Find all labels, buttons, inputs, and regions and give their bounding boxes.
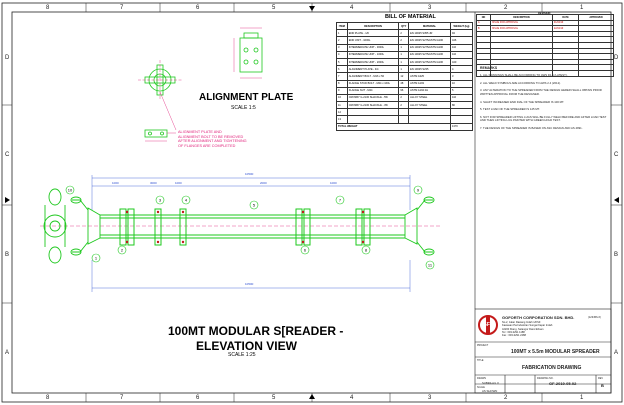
balloon: [250, 201, 258, 209]
bom-cell: INTERMEDIATE UNIT - 1000L: [347, 51, 399, 58]
bom-total-value: 1370: [450, 123, 472, 130]
bom-cell: FLANGE NUT - M24: [347, 87, 399, 94]
ruler-row-right: B: [614, 252, 619, 258]
bom-header-cell: DESCRIPTION: [347, 23, 399, 30]
ruler-col-top: 2: [504, 5, 508, 11]
address-line: Tel : 603-3291 1188: [502, 331, 525, 335]
ruler-row-right: A: [614, 350, 619, 356]
ruler-col-bottom: 4: [350, 395, 354, 401]
bom-cell: [399, 109, 409, 116]
ruler-col-top: 4: [350, 5, 354, 11]
revision-header-cell: NO: [477, 15, 491, 21]
bom-cell: 1: [399, 51, 409, 58]
revision-header-cell: DESCRIPTION: [491, 15, 553, 21]
bom-cell: 80: [450, 102, 472, 109]
bom-cell: 1: [399, 44, 409, 51]
elevation-title-line1: 100MT MODULAR S[READER -: [168, 324, 344, 338]
balloon: [156, 196, 164, 204]
alignment-note-line: OF FLANGES ARE COMPLETED: [178, 144, 236, 149]
project-name: 100MT x 5.5m MODULAR SPREADER: [511, 349, 600, 355]
balloon-number: 9: [416, 187, 420, 193]
rev-value: B: [601, 383, 604, 388]
bom-cell: 11: [337, 102, 348, 109]
bom-cell: 48: [399, 80, 409, 87]
bom-cell: 440: [450, 58, 472, 65]
alignment-plate-side-view: [240, 33, 262, 72]
balloon: [362, 246, 370, 254]
alignment-center-lines: [138, 60, 182, 100]
bom-total-label: TOTAL WEIGHT: [337, 123, 451, 130]
bom-row: [337, 73, 473, 80]
ruler-row-left: A: [5, 350, 10, 356]
revision-header-cell: DATE: [552, 15, 578, 21]
bom-cell: 110: [450, 51, 472, 58]
ruler-col-top: 7: [120, 5, 124, 11]
balloon: [414, 186, 422, 194]
alignment-plate-scale: SCALE 1:5: [231, 105, 256, 111]
bom-cell: 96: [399, 87, 409, 94]
bom-cell: 9: [337, 87, 348, 94]
balloon: [301, 246, 309, 254]
balloon: [182, 196, 190, 204]
revision-label: REVISION: [538, 12, 551, 15]
bom-row: [337, 30, 473, 37]
bom-row: [337, 116, 473, 123]
address-line: Kawasan Perindustrian Sungai Kapar Indah: [502, 324, 553, 328]
bom-cell: ASTM A193: [409, 80, 451, 87]
revision-cell: ISSUE FOR APPROVAL: [491, 26, 553, 32]
elevation-scale: SCALE 1:25: [228, 352, 256, 358]
bom-cell: 2: [399, 102, 409, 109]
bom-cell: 1: [399, 58, 409, 65]
drawn-label: DRAWN: [477, 377, 486, 380]
project-label: PROJECT: [477, 344, 489, 347]
bom-cell: EN 10025 S235: [409, 66, 451, 73]
bom-cell: [347, 109, 399, 116]
balloon: [66, 186, 74, 194]
bom-cell: [347, 116, 399, 123]
bom-cell: END PLATE - 1/6: [347, 30, 399, 37]
address-line: No.2, Jalan Rawang Indah 1/KS9: [502, 321, 541, 324]
ruler-row-left: B: [5, 252, 10, 258]
alignment-note-line: ALIGNMENT BOLT TO BE REMOVED: [178, 134, 244, 139]
company-reg: (123456-X): [588, 316, 601, 319]
ruler-col-bottom: 7: [120, 395, 124, 401]
bom-header-cell: ITEM: [337, 23, 348, 30]
bom-cell: 7: [337, 73, 348, 80]
balloon-number: 3: [158, 197, 162, 203]
dimension-text: 2000: [260, 181, 267, 185]
balloon-number: 7: [338, 197, 342, 203]
drawing-no-label: DRAWING NO.: [537, 377, 554, 380]
ruler-col-bottom: 2: [504, 395, 508, 401]
bom-cell: 5: [450, 87, 472, 94]
bom-cell: 446: [450, 37, 472, 44]
dimension-text: 1000: [330, 181, 337, 185]
bom-cell: 4: [337, 51, 348, 58]
bom-cell: 1: [337, 30, 348, 37]
balloon: [92, 254, 100, 262]
bom-cell: 2: [399, 94, 409, 101]
bom-cell: [399, 116, 409, 123]
revision-header-cell: APPROVED: [579, 15, 614, 21]
ruler-row-right: D: [614, 55, 619, 61]
elevation-title-line2: ELEVATION VIEW: [196, 339, 297, 353]
revision-cell: 01/04/19: [552, 20, 578, 26]
balloon-number: 5: [252, 202, 256, 208]
dimension-text: 10500: [245, 282, 254, 286]
balloon: [118, 246, 126, 254]
remarks-section: [480, 66, 610, 135]
ruler-col-bottom: 1: [580, 395, 584, 401]
bom-cell: [450, 116, 472, 123]
logo-letters: GF: [483, 322, 490, 328]
bom-cell: [450, 109, 472, 116]
bom-cell: 12: [399, 73, 409, 80]
ruler-col-bottom: 5: [272, 395, 276, 401]
remarks-heading: REMARKS: [480, 66, 498, 70]
bom-header-cell: QTY: [399, 23, 409, 30]
alignment-note-line: ALIGNMENT PLATE AND: [178, 130, 222, 134]
bom-cell: 13: [337, 116, 348, 123]
ruler-col-top: 5: [272, 5, 276, 11]
company-address: [502, 321, 552, 338]
bom-cell: 10: [337, 94, 348, 101]
bom-cell: 10: [450, 80, 472, 87]
balloon: [336, 196, 344, 204]
revision-cell: B: [477, 26, 491, 32]
ruler-col-top: 6: [196, 5, 200, 11]
scale-value: AS SHOWN: [482, 389, 498, 393]
revision-cell: 22/04/19: [552, 26, 578, 32]
bom-row: [337, 51, 473, 58]
drawing-title: FABRICATION DRAWING: [522, 365, 582, 371]
address-line: 42200 Klang, Selangor Darul Ehsan: [502, 327, 544, 331]
bom-cell: 1: [399, 66, 409, 73]
alignment-note: [178, 130, 247, 149]
bill-of-material-table: [336, 22, 473, 131]
bom-row: [337, 58, 473, 65]
ruler-col-bottom: 8: [46, 395, 50, 401]
bom-cell: 3: [337, 44, 348, 51]
ruler-col-top: 8: [46, 5, 50, 11]
remark-note: 6. NOT FOR SPREADER LIFTING LUGS WILL BE FULLY WELD BEFORE AND AFTER LOAD TEST AND THEN LIFTING LUG PAINTED WITH GREEN HOLD TEST.: [480, 114, 607, 123]
bom-cell: 94: [450, 30, 472, 37]
balloon-number: 10: [67, 187, 73, 193]
remark-note: 3. ANY ALTERATION TO THE SPREADER FROM THE DESIGN HEREIN SHALL OBTAIN PRIOR WRITTEN APPROVAL FROM THE DESIGNER.: [480, 88, 602, 96]
bom-cell: 2: [337, 37, 348, 44]
bom-row: [337, 94, 473, 101]
bom-row: [337, 37, 473, 44]
balloon: [426, 261, 434, 269]
remark-note: 2. ALL WELD SYMBOLS ARE ACCORDING TO AWS 2.4 (2012).: [480, 80, 561, 85]
balloon-number: 4: [184, 197, 188, 203]
bom-cell: ALIGNMENT BOLT - M16 x 50: [347, 73, 399, 80]
bom-cell: END UNIT - 1000L: [347, 37, 399, 44]
bom-row: [337, 66, 473, 73]
bom-cell: 110: [450, 94, 472, 101]
bom-cell: 6: [337, 66, 348, 73]
bom-cell: EN 10025 S275/ASTM A106: [409, 51, 451, 58]
bom-cell: INTERMEDIATE UNIT - 2000L: [347, 58, 399, 65]
bom-cell: CROSBY G-2130 SHACKLE - 35t: [347, 102, 399, 109]
bom-row: [337, 102, 473, 109]
balloon-number: 1: [94, 255, 98, 261]
bom-cell: EN 10025 S275/ASTM A106: [409, 37, 451, 44]
bom-cell: 5: [337, 58, 348, 65]
remark-note: 1. ALL DRAWINGS SHALL BE ACCORDING TO AWS D1.1 (LATEST).: [480, 73, 568, 77]
remark-note: 4. SHAFT INCREASED END DIAL OF THE SPREADER IS 100 MT.: [480, 99, 565, 104]
alignment-plate-title: ALIGNMENT PLATE: [199, 92, 294, 103]
bom-cell: ALIGNMENT PLATE - 4/4: [347, 66, 399, 73]
bom-row: [337, 44, 473, 51]
bom-cell: EN 10025 S355 JR: [409, 30, 451, 37]
bom-row: [337, 109, 473, 116]
bom-cell: EN 10025 S275/ASTM A106: [409, 58, 451, 65]
bom-cell: ASTM A325: [409, 73, 451, 80]
ruler-row-left: D: [5, 55, 10, 61]
bom-cell: ALLOY STEEL: [409, 94, 451, 101]
bom-cell: ASTM A194 2H: [409, 87, 451, 94]
bom-cell: EN 10025 S275/ASTM A106: [409, 44, 451, 51]
revision-cell: A: [477, 20, 491, 26]
alignment-note-line: AFTER ALIGNMENT AND TIGHTENING: [178, 139, 247, 144]
part-balloons: [66, 186, 434, 269]
alignment-plate-detail: [145, 130, 167, 137]
bom-cell: 110: [450, 44, 472, 51]
bom-cell: 2: [399, 30, 409, 37]
bom-cell: 12: [337, 109, 348, 116]
drawn-by: SUBRA A/L V: [482, 381, 499, 385]
dimension-text: 1000: [175, 181, 182, 185]
ruler-col-top: 3: [428, 5, 432, 11]
revision-cell: ISSUE FOR APPROVAL: [491, 20, 553, 26]
company-name: GOFORTH CORPORATION SDN. BHD.: [502, 315, 575, 320]
bom-row: [337, 87, 473, 94]
dimension-text: 1000: [112, 181, 119, 185]
bom-cell: 4: [450, 66, 472, 73]
bom-cell: 2: [399, 37, 409, 44]
scale-label: SCALE: [477, 386, 485, 389]
balloon-number: 8: [364, 247, 368, 253]
balloon-number: 2: [120, 247, 124, 253]
bom-header-cell: MATERIAL: [409, 23, 451, 30]
title-label: TITLE: [477, 359, 484, 362]
ruler-col-bottom: 6: [196, 395, 200, 401]
remark-note: 7. THE DESIGN OF THE SPREADER IS BASED ON ASC DESIGN AND AS 4991.: [480, 126, 583, 130]
ruler-row-left: C: [5, 152, 10, 158]
balloon-number: 6: [303, 247, 307, 253]
drawing-number: GF-2019-05-02: [549, 381, 577, 386]
bom-total-row: [337, 123, 473, 130]
balloon-number: 11: [427, 262, 433, 268]
bom-title: BILL OF MATERIAL: [385, 14, 436, 20]
address-line: Fax : 603-3291 2288: [502, 334, 526, 338]
bom-cell: ALLOY STEEL: [409, 102, 451, 109]
remark-note: 5. TEST LOAD OF THE SPREADER IS 125 MT.: [480, 107, 540, 112]
dimension-text: 3000: [150, 181, 157, 185]
bom-cell: 8: [337, 80, 348, 87]
spreader-flanges: [120, 209, 370, 245]
bom-cell: [409, 109, 451, 116]
bom-header-cell: WEIGHT (kg): [450, 23, 472, 30]
bom-cell: 3: [450, 73, 472, 80]
bom-cell: CROSBY G-2130 SHACKLE - 55t: [347, 94, 399, 101]
bom-cell: [409, 116, 451, 123]
dimension-text: 10500: [245, 172, 254, 176]
bom-cell: INTERMEDIATE UNIT - 3000L: [347, 44, 399, 51]
rev-label: REV: [598, 377, 603, 380]
ruler-col-top: 1: [580, 5, 584, 11]
ruler-row-right: C: [614, 152, 619, 158]
ruler-col-bottom: 3: [428, 395, 432, 401]
bom-cell: FLANGE STUD BOLT - M24 x 160L: [347, 80, 399, 87]
bom-row: [337, 80, 473, 87]
